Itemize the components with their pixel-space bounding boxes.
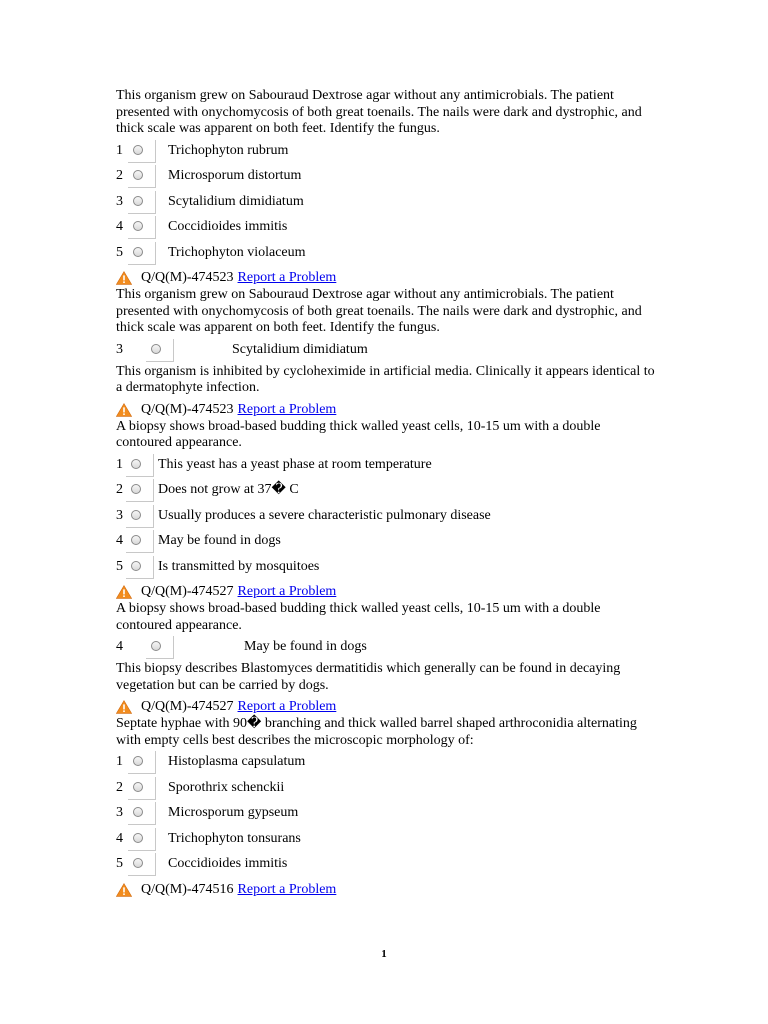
report-problem-link[interactable]: Report a Problem [237, 584, 337, 599]
question-text: A biopsy shows broad-based budding thick walled yeast cells, 10-15 um with a double contoured appearance. [116, 601, 601, 633]
answer-number: 4 [116, 639, 123, 654]
warning-triangle-icon [116, 403, 132, 417]
radio-button-icon [131, 561, 141, 571]
option-number: 5 [116, 244, 123, 260]
radio-button-icon [131, 510, 141, 520]
question-code: Q/Q(M)-474527 [141, 699, 234, 714]
radio-button[interactable] [128, 140, 156, 163]
option-text: Coccidioides immitis [168, 219, 288, 234]
option-list [116, 752, 656, 880]
question-text: This biopsy describes Blastomyces dermatitidis which generally can be found in decaying vegetation but can be carried by dogs. [116, 661, 621, 693]
option-row[interactable] [116, 557, 656, 583]
option-row[interactable] [116, 192, 656, 218]
radio-button[interactable] [126, 505, 154, 528]
option-list [116, 141, 656, 269]
option-text: Coccidioides immitis [168, 856, 288, 871]
radio-button[interactable] [128, 191, 156, 214]
radio-button-icon [133, 221, 143, 231]
radio-button[interactable] [126, 530, 154, 553]
option-row[interactable] [116, 166, 656, 192]
radio-button[interactable] [126, 556, 154, 579]
option-number: 1 [116, 754, 123, 769]
radio-button[interactable] [128, 751, 156, 774]
option-list [116, 455, 656, 583]
radio-button-icon [133, 782, 143, 792]
option-row[interactable] [116, 829, 656, 855]
answer-number: 3 [116, 341, 123, 357]
radio-button-icon [151, 344, 161, 354]
radio-button-icon [133, 858, 143, 868]
option-text: This yeast has a yeast phase at room temperature [158, 456, 432, 472]
question-text: This organism grew on Sabouraud Dextrose agar without any antimicrobials. The patient presented with onychomycosis of both great toenails. The nails were dark and dystrophic, and thick scale was apparent on both feet. Identify the fungus. [116, 287, 642, 335]
radio-button[interactable] [128, 802, 156, 825]
question-text: This organism grew on Sabouraud Dextrose agar without any antimicrobials. The patient presented with onychomycosis of both great toenails. The nails were dark and dystrophic, and thick scale was apparent on both feet. Identify the fungus. [116, 88, 642, 136]
radio-button[interactable] [146, 636, 174, 659]
question-meta [116, 880, 656, 899]
answer-text: Scytalidium dimidiatum [232, 341, 368, 357]
question-text: This organism is inhibited by cycloheximide in artificial media. Clinically it appears identical to a dermatophyte infection. [116, 363, 655, 395]
option-number: 1 [116, 456, 123, 472]
option-text: Is transmitted by mosquitoes [158, 558, 320, 574]
radio-button-icon [131, 484, 141, 494]
option-number: 2 [116, 482, 123, 497]
warning-triangle-icon [116, 271, 132, 285]
radio-button-icon [133, 756, 143, 766]
radio-button-icon [151, 641, 161, 651]
option-row[interactable] [116, 506, 656, 532]
quiz-content [116, 88, 656, 899]
option-number: 3 [116, 805, 123, 820]
question-meta [116, 400, 656, 419]
option-number: 2 [116, 168, 123, 183]
radio-button-icon [133, 170, 143, 180]
question-meta [116, 697, 656, 716]
option-number: 3 [116, 193, 123, 209]
radio-button-icon [133, 833, 143, 843]
radio-button[interactable] [128, 242, 156, 265]
option-number: 3 [116, 507, 123, 523]
option-number: 4 [116, 830, 123, 846]
question-meta [116, 268, 656, 287]
option-text: Trichophyton rubrum [168, 142, 289, 158]
answer-text: May be found in dogs [244, 639, 367, 654]
warning-triangle-icon [116, 700, 132, 714]
question-code: Q/Q(M)-474527 [141, 584, 234, 599]
warning-triangle-icon [116, 883, 132, 897]
radio-button[interactable] [126, 479, 154, 502]
radio-button-icon [133, 196, 143, 206]
question-code: Q/Q(M)-474523 [141, 270, 234, 285]
question-code: Q/Q(M)-474523 [141, 401, 234, 417]
question-code: Q/Q(M)-474516 [141, 881, 234, 897]
selected-answer [116, 340, 656, 364]
option-text: Scytalidium dimidiatum [168, 193, 304, 209]
option-text: May be found in dogs [158, 533, 281, 548]
option-text: Does not grow at 37� C [158, 482, 299, 497]
page-number: 1 [381, 948, 387, 960]
question-text: A biopsy shows broad-based budding thick walled yeast cells, 10-15 um with a double contoured appearance. [116, 418, 601, 450]
radio-button[interactable] [126, 454, 154, 477]
option-row[interactable] [116, 455, 656, 481]
option-number: 4 [116, 219, 123, 234]
option-text: Usually produces a severe characteristic pulmonary disease [158, 507, 491, 523]
report-problem-link[interactable]: Report a Problem [237, 401, 337, 417]
option-row[interactable] [116, 752, 656, 778]
option-number: 2 [116, 779, 123, 795]
report-problem-link[interactable]: Report a Problem [237, 881, 337, 897]
option-row[interactable] [116, 217, 656, 243]
radio-button-icon [133, 807, 143, 817]
option-row[interactable] [116, 243, 656, 269]
warning-triangle-icon [116, 585, 132, 599]
option-text: Trichophyton tonsurans [168, 830, 301, 846]
option-text: Trichophyton violaceum [168, 244, 306, 260]
option-number: 5 [116, 558, 123, 574]
question-meta [116, 582, 656, 601]
option-row[interactable] [116, 531, 656, 557]
radio-button[interactable] [128, 165, 156, 188]
report-problem-link[interactable]: Report a Problem [237, 270, 337, 285]
radio-button[interactable] [128, 828, 156, 851]
option-text: Microsporum gypseum [168, 805, 299, 820]
radio-button-icon [131, 459, 141, 469]
option-row[interactable] [116, 854, 656, 880]
option-row[interactable] [116, 141, 656, 167]
radio-button-icon [133, 145, 143, 155]
question-text: Septate hyphae with 90� branching and thick walled barrel shaped arthroconidia alternating with empty cells best describes the microscopic morphology of: [116, 716, 637, 748]
radio-button[interactable] [128, 216, 156, 239]
radio-button[interactable] [146, 339, 174, 362]
radio-button[interactable] [128, 853, 156, 876]
radio-button[interactable] [128, 777, 156, 800]
option-number: 4 [116, 533, 123, 548]
radio-button-icon [131, 535, 141, 545]
option-text: Microsporum distortum [168, 168, 302, 183]
option-text: Histoplasma capsulatum [168, 754, 306, 769]
option-row[interactable] [116, 778, 656, 804]
option-number: 1 [116, 142, 123, 158]
option-text: Sporothrix schenckii [168, 779, 285, 795]
report-problem-link[interactable]: Report a Problem [237, 699, 337, 714]
option-row[interactable] [116, 480, 656, 506]
option-number: 5 [116, 856, 123, 871]
selected-answer [116, 637, 656, 661]
radio-button-icon [133, 247, 143, 257]
option-row[interactable] [116, 803, 656, 829]
